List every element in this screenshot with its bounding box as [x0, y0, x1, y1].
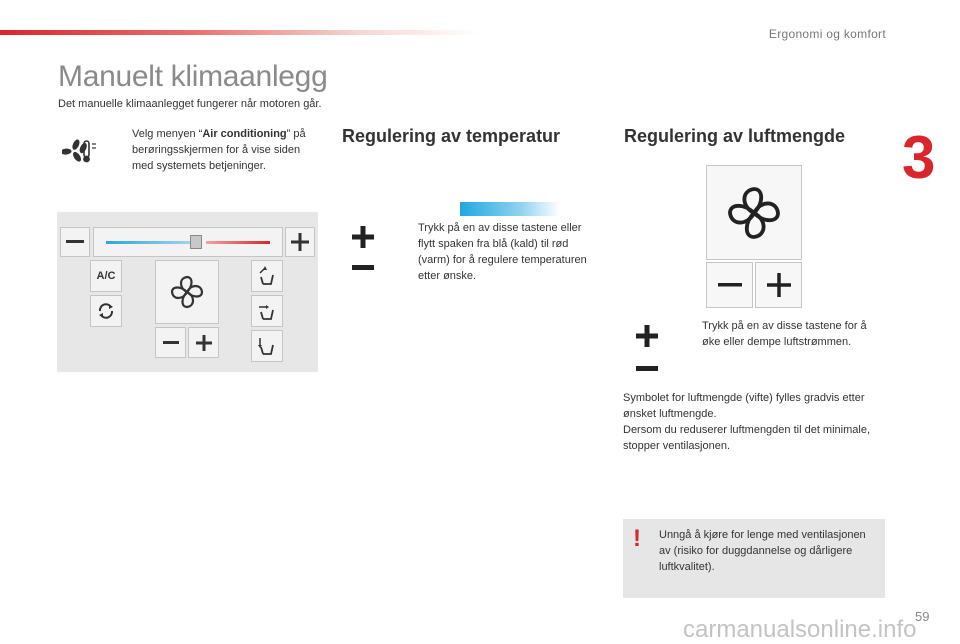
airflow-note-1: Symbolet for luftmengde (vifte) fylles gradvis etter ønsket luftmengde. [623, 392, 865, 420]
slider-track-red [206, 241, 270, 244]
temperature-step: Trykk på en av disse tastene eller flytt spaken fra blå (kald) til rød (varm) for å regulere temperaturen etter ønske. [418, 222, 587, 282]
fan-decrease-button[interactable] [155, 327, 186, 358]
airflow-feet-button[interactable] [251, 330, 283, 362]
plus-icon [352, 226, 374, 248]
fan-increase-button[interactable] [188, 327, 219, 358]
airflow-note-2: Dersom du reduserer luftmengden til det minimale, stopper ventilasjonen. [623, 424, 871, 452]
intro-text: Det manuelle klimaanlegget fungerer når motoren går. [58, 98, 322, 110]
fan-large-increase-button [755, 262, 802, 308]
warning-icon: ! [633, 525, 641, 552]
temperature-slider[interactable] [93, 227, 283, 257]
minus-icon [636, 366, 658, 372]
fan-icon [167, 272, 207, 312]
fan-large-button [706, 165, 802, 260]
section-header: Ergonomi og komfort [768, 27, 886, 41]
climate-menu-icon [62, 138, 100, 164]
slider-handle[interactable] [190, 235, 202, 249]
chapter-number: 3 [902, 124, 936, 191]
top-accent-bar [0, 30, 480, 35]
recirculation-button[interactable] [90, 295, 122, 327]
fan-display-button[interactable] [155, 260, 219, 324]
warning-box [623, 519, 885, 598]
temperature-heading: Regulering av temperatur [342, 126, 561, 146]
menu-step: Velg menyen “Air conditioning” på berøringsskjermen for å vise siden med systemets betjeninger. [132, 128, 306, 172]
minus-icon [352, 265, 374, 271]
seat-airflow-up-icon [256, 265, 278, 287]
fan-large-decrease-button [706, 262, 753, 308]
climate-panel [57, 212, 318, 372]
seat-airflow-feet-icon [256, 335, 278, 357]
seat-airflow-face-icon [256, 300, 278, 322]
temp-increase-button[interactable] [285, 227, 315, 257]
airflow-heading: Regulering av luftmengde [624, 126, 846, 146]
warning-text: Unngå å kjøre for lenge med ventilasjonen av (risiko for duggdannelse og dårligere luftkvalitet). [659, 529, 866, 573]
slider-track-blue [106, 241, 198, 244]
airflow-step: Trykk på en av disse tastene for å øke eller dempe luftstrømmen. [702, 320, 867, 348]
ac-button[interactable]: A/C [90, 260, 122, 292]
watermark: carmanualsonline.info [683, 616, 917, 643]
temp-decrease-button[interactable] [60, 227, 90, 257]
airflow-face-button[interactable] [251, 295, 283, 327]
page-number: 59 [915, 609, 930, 624]
blue-accent-bar [460, 202, 560, 216]
plus-icon [636, 325, 658, 347]
recirculation-icon [96, 301, 116, 321]
page-title: Manuelt klimaanlegg [58, 60, 328, 93]
airflow-windscreen-button[interactable] [251, 260, 283, 292]
fan-large-icon [722, 181, 786, 245]
